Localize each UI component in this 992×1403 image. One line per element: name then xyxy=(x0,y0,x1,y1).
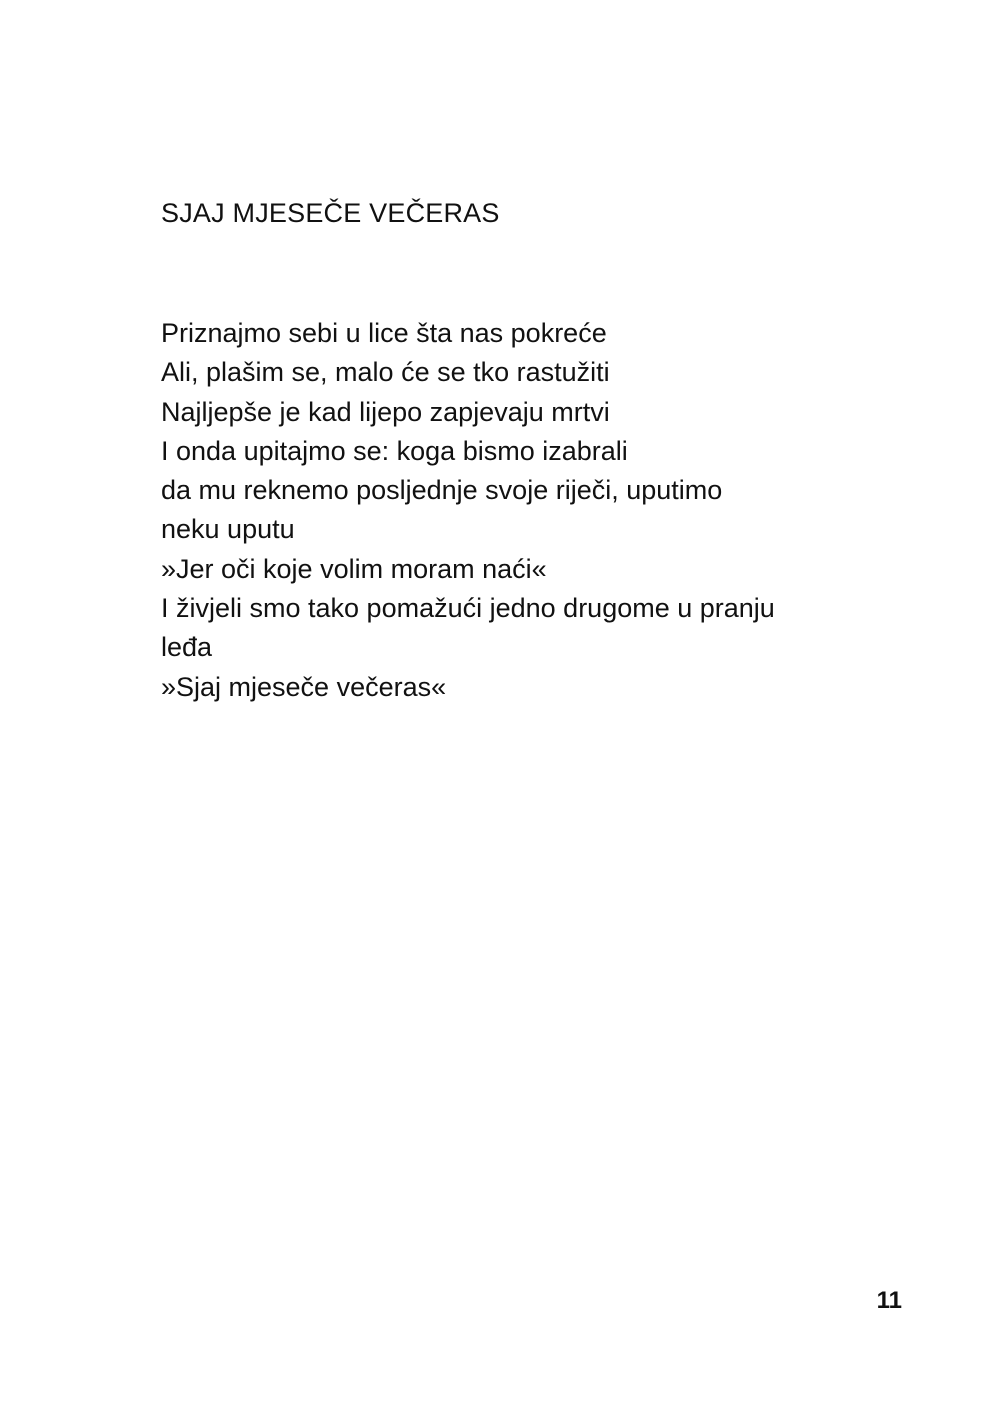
poem-line: Ali, plašim se, malo će se tko rastužiti xyxy=(161,357,610,388)
poem-line: »Sjaj mjeseče večeras« xyxy=(161,671,447,702)
poem-line: »Jer oči koje volim moram naći« xyxy=(161,553,547,584)
poem-body xyxy=(161,314,881,707)
poem-line: Najljepše je kad lijepo zapjevaju mrtvi xyxy=(161,396,610,427)
poem-line: Priznajmo sebi u lice šta nas pokreće xyxy=(161,318,607,348)
poem-title: SJAJ MJESEČE VEČERAS xyxy=(161,198,500,228)
poem-line: leđa xyxy=(161,632,213,663)
poem-line: I živjeli smo tako pomažući jedno drugome u pranju xyxy=(161,593,775,624)
page-number: 11 xyxy=(876,1287,902,1314)
poem-line: neku uputu xyxy=(161,514,295,545)
poem-line: da mu reknemo posljednje svoje riječi, uputimo xyxy=(161,475,723,506)
poem-line: I onda upitajmo se: koga bismo izabrali xyxy=(161,435,628,466)
